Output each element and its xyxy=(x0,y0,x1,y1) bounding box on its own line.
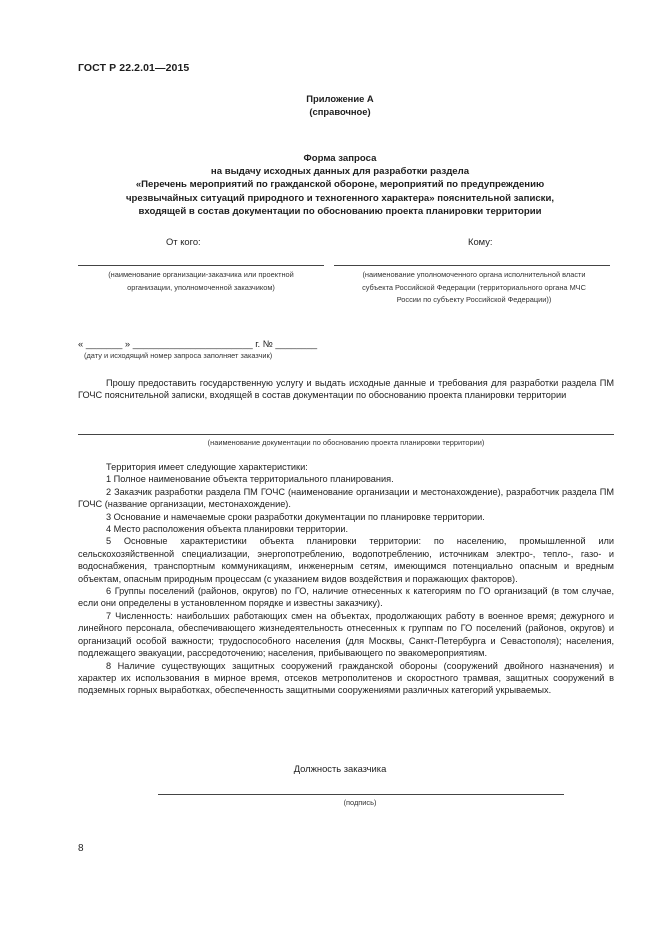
list-item: 8 Наличие существующих защитных сооружений гражданской обороны (сооружений двойного назначения) и характер их использования в мирное время, отсеков метрополитенов и скоростного трамвая, защитных сооружений в подземных горных выработках, обеспеченность защитными сооружениями различных категорий укрываемых. xyxy=(78,660,614,696)
from-caption-line: организации, уполномоченной заказчиком) xyxy=(127,282,275,292)
appendix-title: Приложение А xyxy=(306,93,374,104)
list-item: 2 Заказчик разработки раздела ПМ ГОЧС (наименование организации и местонахождение), разработчик раздела ПМ ГОЧС (название организации, местонахождение). xyxy=(78,486,614,510)
date-number-caption: (дату и исходящий номер запроса заполняет заказчик) xyxy=(84,351,273,360)
from-line xyxy=(78,265,324,266)
form-title-line: «Перечень мероприятий по гражданской обороне, мероприятий по предупреждению xyxy=(135,179,545,191)
list-item: 5 Основные характеристики объекта планировки территории: по населению, промышленной или сельскохозяйственной специализации, энергопотреблению, водопотреблению, источникам электро-, тепло-, газо- и водоснабжения, транспортным коммуникациям, инженерным сетям, имеющимся потенциально опасным и вредным объектам, опасным природным процессам (с указанием видов воздействия и поражающих факторов). xyxy=(78,536,614,584)
list-item: 7 Численность: наибольших работающих смен на объектах, продолжающих работу в военное время; дежурного и линейного персонала, обеспечивающего жизнедеятельность отнесенных к группам по ГО поселений (районов, округов) и организаций особой важности; трудоспособного населения (для Москвы, Санкт-Петербурга и Севастополя); населения, подлежащего эвакуации, рассредоточению; населения, прибывающего по эвакомероприятиям. xyxy=(78,610,614,659)
request-text: Прошу предоставить государственную услугу и выдать исходные данные и требования для разработки раздела ПМ ГОЧС пояснительной записки, входящей в состав документации по обоснованию проекта планировки территории xyxy=(78,378,614,401)
to-caption-line: России по субъекту Российской Федерации)) xyxy=(396,295,552,304)
list-item: 3 Основание и намечаемые сроки разработки документации по планировке территории. xyxy=(106,511,485,522)
standard-header: ГОСТ Р 22.2.01—2015 xyxy=(78,62,190,74)
to-caption xyxy=(330,269,618,307)
form-title xyxy=(60,152,620,218)
page-number: 8 xyxy=(78,843,84,854)
to-line xyxy=(334,265,610,266)
to-label: Кому: xyxy=(468,236,493,247)
form-title-line: на выдачу исходных данных для разработки раздела xyxy=(210,166,470,178)
list-item: 6 Группы поселений (районов, округов) по ГО, наличие отнесенных к категориям по ГО организаций (в том случае, если они определены в установленном порядке и известны заказчику). xyxy=(78,586,614,609)
request-caption: (наименование документации по обоснованию проекта планировки территории) xyxy=(207,438,485,447)
appendix-subtitle: (справочное) xyxy=(309,106,371,117)
characteristics-list xyxy=(78,461,614,697)
signature-line xyxy=(158,794,564,795)
to-caption-line: субъекта Российской Федерации (территориального органа МЧС xyxy=(362,282,586,292)
request-line xyxy=(78,434,614,435)
to-caption-line: (наименование уполномоченного органа исполнительной власти xyxy=(362,270,586,279)
from-label: От кого: xyxy=(166,236,201,247)
form-title-line: Форма запроса xyxy=(303,153,377,164)
form-title-line: чрезвычайных ситуаций природного и техногенного характера» пояснительной записки, xyxy=(125,192,555,204)
from-caption xyxy=(78,269,324,294)
date-number-field: « _______ » _______________________ г. № ________ xyxy=(78,338,318,349)
signature-caption: (подпись) xyxy=(343,798,377,807)
request-paragraph xyxy=(78,377,614,402)
customer-position: Должность заказчика xyxy=(293,763,387,774)
form-title-line: входящей в состав документации по обоснованию проекта планировки территории xyxy=(138,205,542,217)
characteristics-intro: Территория имеет следующие характеристики: xyxy=(106,462,308,472)
list-item: 1 Полное наименование объекта территориального планирования. xyxy=(106,474,394,485)
from-caption-line: (наименование организации-заказчика или проектной xyxy=(108,270,294,279)
list-item: 4 Место расположения объекта планировки территории. xyxy=(106,524,349,535)
